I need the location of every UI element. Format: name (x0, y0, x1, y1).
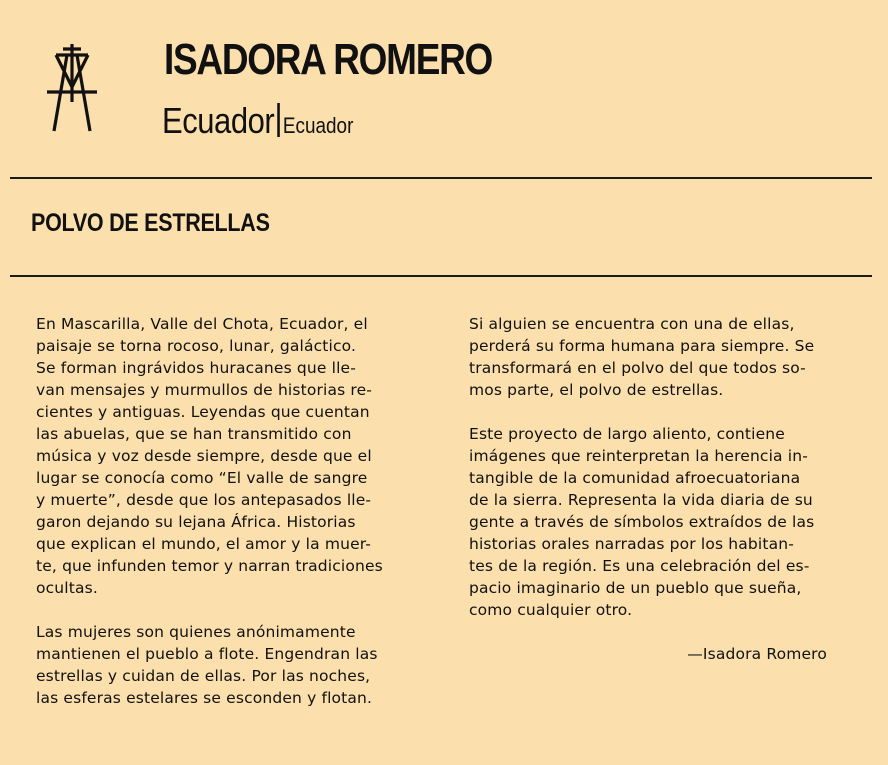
bottom-divider (10, 275, 872, 277)
paragraph: Si alguien se encuentra con una de ellas, perderá su forma humana para siempre. Se transformará en el polvo del que todos so- mos parte, el polvo de estrellas. (469, 315, 815, 399)
country-line (162, 100, 353, 142)
paragraph: Las mujeres son quienes anónimamente mantienen el pueblo a flote. Engendran las estrellas y cuidan de ellas. Por las noches, las esferas estelares se esconden y flotan. (36, 623, 378, 707)
right-column (469, 313, 839, 643)
paragraph: Este proyecto de largo aliento, contiene imágenes que reinterpretan la herencia in- tangible de la comunidad afroecuatoriana de la sierra. Representa la vida diaria de su gente a través de símbolos extraídos de las historias orales narradas por los habitan- tes de la región. Es una celebración del es- pacio imaginario de un pueblo que sueña, como cualquier otro. (469, 425, 815, 619)
divider (277, 103, 280, 137)
artist-name: ISADORA ROMERO (164, 35, 493, 84)
paragraph: En Mascarilla, Valle del Chota, Ecuador, el paisaje se torna rocoso, lunar, galáctico. Se forman ingrávidos huracanes que lle- van mensajes y murmullos de historias re- cientes y antiguas. Leyendas que cuentan las abuelas, que se han transmitido con música y voz desde siempre, desde que el lugar se conocía como “El valle de sangre y muerte”, desde que los antepasados lle- garon dejando su lejana África. Historias que explican el mundo, el amor y la muer- te, que infunden temor y narran tradiciones ocultas. (36, 315, 383, 597)
tripod-a-monogram-icon (44, 44, 100, 136)
signature: —Isadora Romero (687, 645, 827, 663)
country-secondary: Ecuador (282, 113, 354, 138)
top-divider (10, 177, 872, 179)
country: Ecuador (162, 100, 275, 141)
left-column (36, 313, 406, 731)
project-title: POLVO DE ESTRELLAS (31, 209, 270, 237)
